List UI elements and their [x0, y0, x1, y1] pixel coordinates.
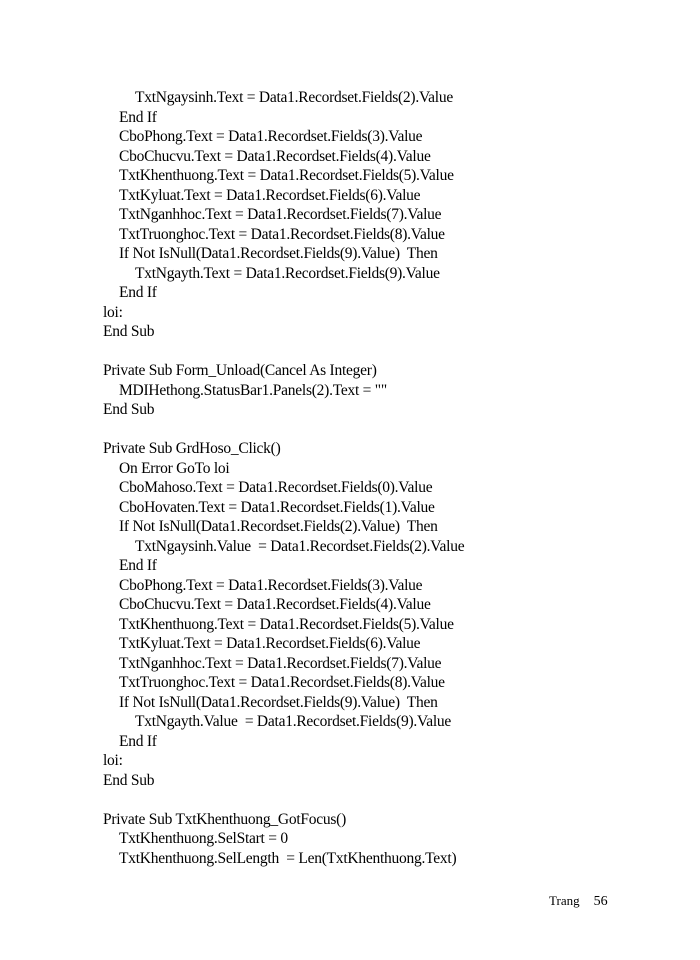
code-line: TxtKhenthuong.Text = Data1.Recordset.Fields(5).Value — [119, 615, 454, 633]
code-line: TxtNgaysinh.Value = Data1.Recordset.Fields(2).Value — [135, 537, 465, 555]
code-line: If Not IsNull(Data1.Recordset.Fields(9).Value) Then — [119, 693, 438, 711]
code-line: loi: — [103, 752, 123, 769]
code-line: TxtKhenthuong.SelLength = Len(TxtKhenthuong.Text) — [119, 849, 457, 867]
code-line: MDIHethong.StatusBar1.Panels(2).Text = "" — [119, 381, 387, 399]
code-line: End If — [119, 557, 157, 574]
blank-line — [103, 342, 464, 362]
code-line: TxtNganhhoc.Text = Data1.Recordset.Fields(7).Value — [119, 206, 442, 223]
code-line: End Sub — [103, 771, 155, 789]
code-line: End Sub — [103, 323, 155, 340]
code-line: TxtKyluat.Text = Data1.Recordset.Fields(6).Value — [119, 635, 421, 652]
code-line: End If — [119, 284, 157, 301]
code-line: Private Sub GrdHoso_Click() — [103, 440, 281, 457]
code-line: CboPhong.Text = Data1.Recordset.Fields(3).Value — [119, 576, 423, 594]
code-line: TxtTruonghoc.Text = Data1.Recordset.Fields(8).Value — [119, 674, 445, 691]
code-line: End If — [119, 732, 157, 750]
code-line: End If — [119, 108, 157, 126]
code-line: CboPhong.Text = Data1.Recordset.Fields(3).Value — [119, 128, 423, 145]
code-line: TxtKhenthuong.Text = Data1.Recordset.Fields(5).Value — [119, 167, 454, 184]
code-line: Private Sub Form_Unload(Cancel As Integer) — [103, 362, 377, 379]
blank-line — [103, 790, 464, 810]
page-footer — [535, 874, 608, 929]
code-line: If Not IsNull(Data1.Recordset.Fields(9).Value) Then — [119, 245, 438, 262]
code-line: CboChucvu.Text = Data1.Recordset.Fields(4).Value — [119, 147, 431, 165]
page-label: Trang — [549, 893, 580, 908]
blank-line — [103, 420, 464, 440]
code-line: End Sub — [103, 401, 155, 418]
code-line: CboHovaten.Text = Data1.Recordset.Fields(1).Value — [119, 498, 435, 516]
code-line: TxtTruonghoc.Text = Data1.Recordset.Fields(8).Value — [119, 225, 445, 243]
code-line: CboChucvu.Text = Data1.Recordset.Fields(4).Value — [119, 596, 431, 613]
code-line: TxtNganhhoc.Text = Data1.Recordset.Fields(7).Value — [119, 654, 442, 672]
page-number: 56 — [593, 894, 608, 909]
code-line: TxtNgaysinh.Text = Data1.Recordset.Fields(2).Value — [135, 89, 453, 106]
code-line: TxtKhenthuong.SelStart = 0 — [119, 830, 288, 847]
code-line: CboMahoso.Text = Data1.Recordset.Fields(0).Value — [119, 479, 433, 496]
code-line: TxtNgayth.Value = Data1.Recordset.Fields(9).Value — [135, 713, 452, 730]
code-line: On Error GoTo loi — [119, 459, 230, 477]
code-line: TxtKyluat.Text = Data1.Recordset.Fields(6).Value — [119, 186, 421, 204]
code-line: If Not IsNull(Data1.Recordset.Fields(2).Value) Then — [119, 518, 438, 535]
code-line: TxtNgayth.Text = Data1.Recordset.Fields(9).Value — [135, 264, 440, 282]
code-line: loi: — [103, 303, 123, 321]
code-listing — [103, 88, 464, 868]
code-line: Private Sub TxtKhenthuong_GotFocus() — [103, 810, 347, 828]
